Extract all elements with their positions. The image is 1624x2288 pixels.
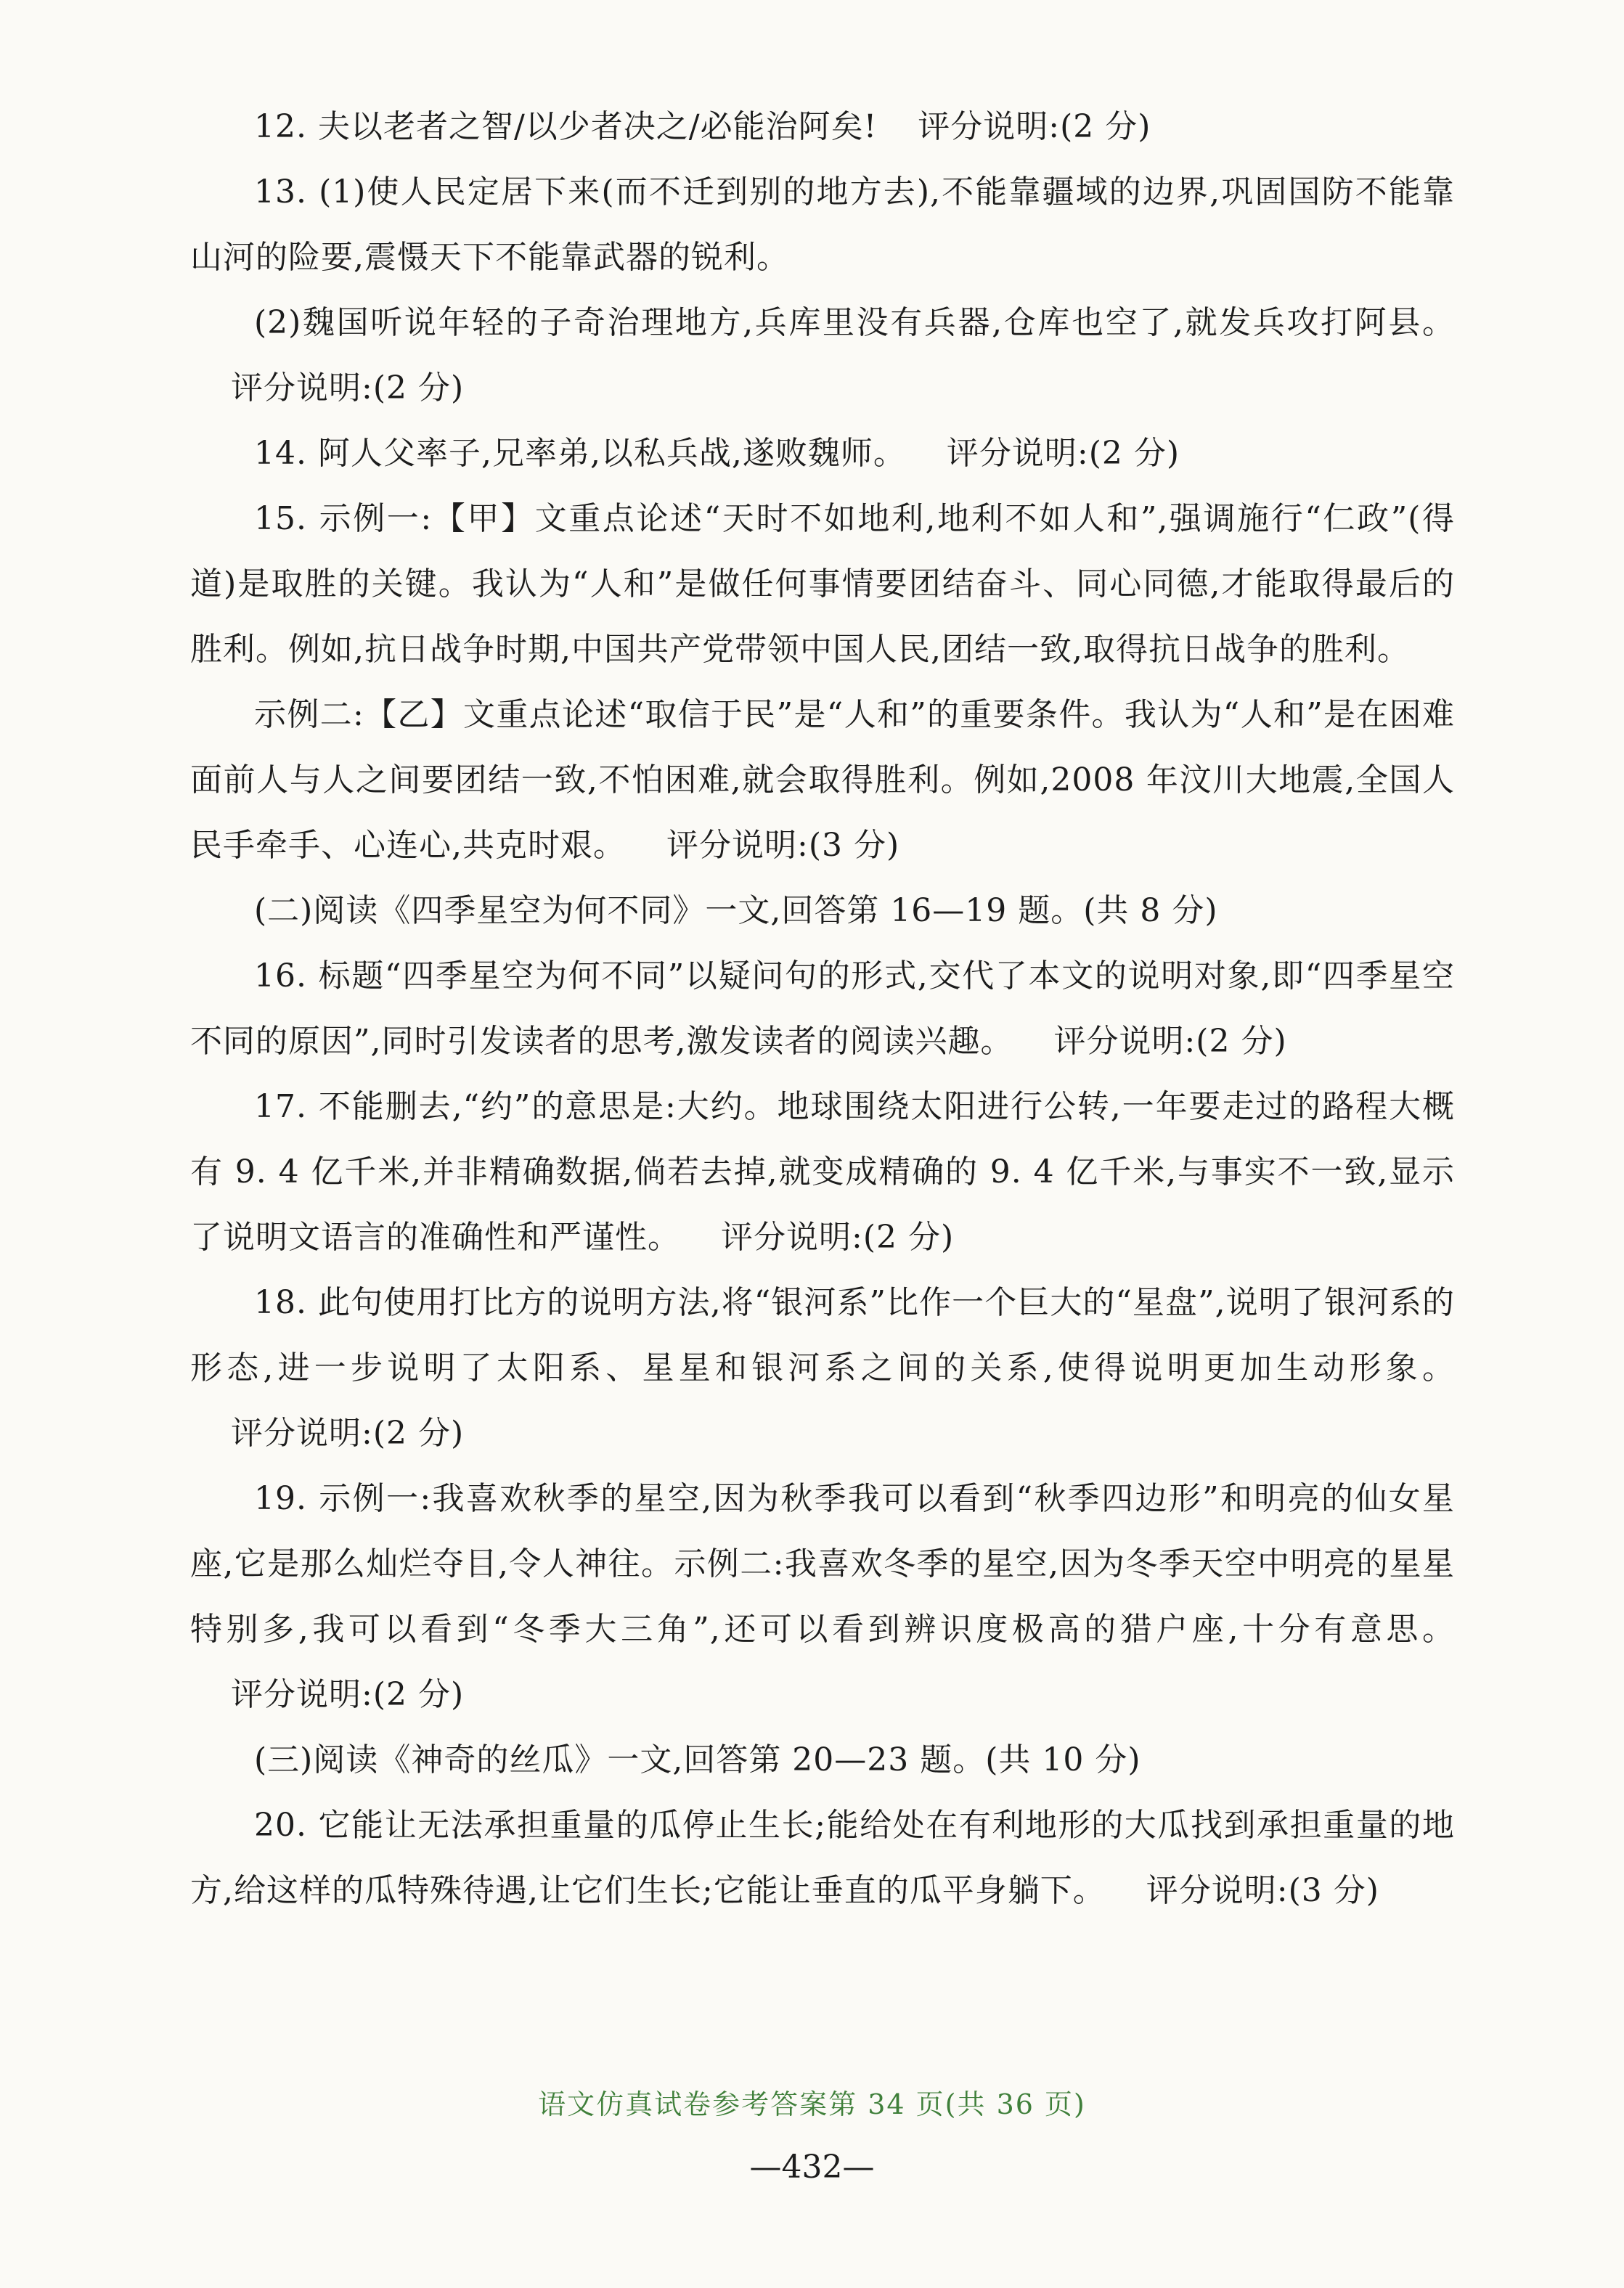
answer-content (190, 94, 1455, 1924)
answer-text: 18. 此句使用打比方的说明方法,将“银河系”比作一个巨大的“星盘”,说明了银河系的形态,进一步说明了太阳系、星星和银河系之间的关系,使得说明更加生动形象。 (190, 1284, 1455, 1386)
answer-text: 17. 不能删去,“约”的意思是:大约。地球围绕太阳进行公转,一年要走过的路程大概有 9. 4 亿千米,并非精确数据,倘若去掉,就变成精确的 9. 4 亿千米,与事实不一致,显示了说明文语言的准确性和严谨性。 (190, 1088, 1455, 1256)
answer-text: 12. 夫以老者之智/以少者决之/必能治阿矣! (254, 108, 878, 145)
answer-text: (2)魏国听说年轻的子奇治理地方,兵库里没有兵器,仓库也空了,就发兵攻打阿县。 (254, 304, 1455, 341)
answer-20 (190, 1793, 1455, 1924)
scoring-note: 评分说明:(2 分) (946, 435, 1180, 472)
answer-14 (190, 421, 1455, 486)
section-text: (三)阅读《神奇的丝瓜》一文,回答第 20—23 题。(共 10 分) (254, 1741, 1141, 1778)
answer-15-example-2 (190, 682, 1455, 878)
scoring-note: 评分说明:(2 分) (918, 108, 1151, 145)
answer-text: 20. 它能让无法承担重量的瓜停止生长;能给处在有利地形的大瓜找到承担重量的地方,给这样的瓜特殊待遇,让它们生长;它能让垂直的瓜平身躺下。 (190, 1807, 1455, 1909)
answer-text: 15. 示例一:【甲】文重点论述“天时不如地利,地利不如人和”,强调施行“仁政”(得道)是取胜的关键。我认为“人和”是做任何事情要团结奋斗、同心同德,才能取得最后的胜利。例如,抗日战争时期,中国共产党带领中国人民,团结一致,取得抗日战争的胜利。 (190, 500, 1455, 668)
answer-text: 19. 示例一:我喜欢秋季的星空,因为秋季我可以看到“秋季四边形”和明亮的仙女星座,它是那么灿烂夺目,令人神往。示例二:我喜欢冬季的星空,因为冬季天空中明亮的星星特别多,我可以看到“冬季大三角”,还可以看到辨识度极高的猎户座,十分有意思。 (190, 1480, 1455, 1648)
scoring-note: 评分说明:(2 分) (721, 1219, 955, 1256)
section-text: (二)阅读《四季星空为何不同》一文,回答第 16—19 题。(共 8 分) (254, 892, 1218, 929)
answer-15-example-1 (190, 486, 1455, 682)
scoring-note: 评分说明:(2 分) (1053, 1023, 1287, 1060)
answer-13-2 (190, 290, 1455, 421)
answer-text: 14. 阿人父率子,兄率弟,以私兵战,遂败魏师。 (254, 435, 906, 472)
answer-17 (190, 1074, 1455, 1270)
answer-text: 16. 标题“四季星空为何不同”以疑问句的形式,交代了本文的说明对象,即“四季星空不同的原因”,同时引发读者的思考,激发读者的阅读兴趣。 (190, 957, 1455, 1060)
answer-13-1 (190, 160, 1455, 290)
scoring-note: 评分说明:(3 分) (666, 827, 900, 864)
answer-18 (190, 1270, 1455, 1466)
scoring-note: 评分说明:(2 分) (231, 369, 465, 406)
answer-12 (190, 94, 1455, 160)
scoring-note: 评分说明:(2 分) (231, 1415, 465, 1452)
footer-label: 语文仿真试卷参考答案第 34 页(共 36 页) (538, 2088, 1086, 2120)
answer-text: 示例二:【乙】文重点论述“取信于民”是“人和”的重要条件。我认为“人和”是在困难面前人与人之间要团结一致,不怕困难,就会取得胜利。例如,2008 年汶川大地震,全国人民手牵手、心连心,共克时艰。 (190, 696, 1455, 864)
page-number: —432— (749, 2149, 875, 2186)
answer-text: 13. (1)使人民定居下来(而不迁到别的地方去),不能靠疆域的边界,巩固国防不能靠山河的险要,震慑天下不能靠武器的锐利。 (190, 173, 1455, 276)
section-heading-2 (190, 878, 1455, 944)
answer-19 (190, 1466, 1455, 1728)
section-heading-3 (190, 1728, 1455, 1793)
answer-16 (190, 944, 1455, 1074)
scoring-note: 评分说明:(2 分) (231, 1676, 465, 1713)
scoring-note: 评分说明:(3 分) (1146, 1872, 1379, 1909)
